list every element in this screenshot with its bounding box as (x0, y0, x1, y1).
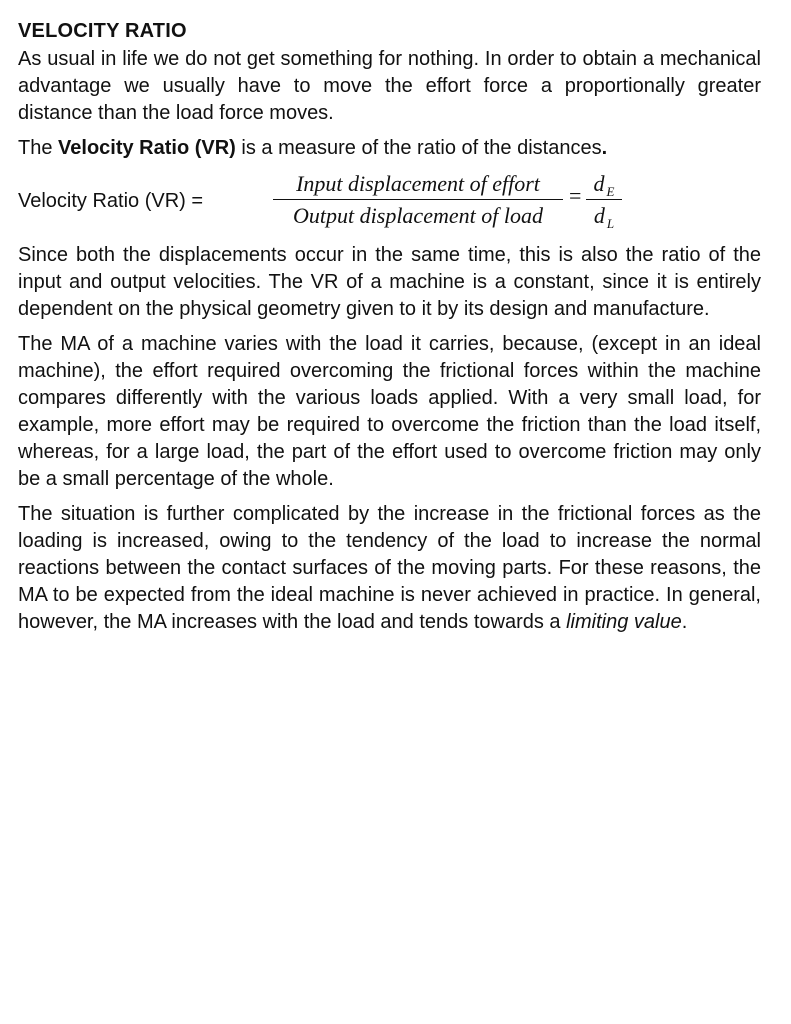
equals-sign: = (569, 183, 582, 208)
symbol-fraction-bar (586, 199, 622, 200)
symbol-fraction (584, 170, 624, 230)
subscript-e: E (606, 184, 615, 199)
vr-definition-paragraph (18, 135, 761, 162)
friction-paragraph-text: The situation is further complicated by the increase in the frictional forces as the loading is increased, owing to the tendency of the load to increase the normal reactions between the contact surfaces of the moving parts. For these reasons, the MA to be expected from the ideal machine is never achieved in practice. In general, however, the MA increases with the load and tends towards a (18, 503, 761, 633)
vr-definition-end: . (601, 137, 608, 159)
fraction-denominator: Output displacement of load (293, 203, 543, 228)
intro-paragraph: As usual in life we do not get something for nothing. In order to obtain a mechanical advantage we usually have to move the effort force a proportionally greater distance than the load force moves. (18, 48, 761, 124)
fraction-bar (273, 199, 563, 200)
vr-definition-middle: is a measure of the ratio of the distances (235, 137, 602, 159)
velocity-ratio-formula (18, 170, 761, 232)
friction-paragraph (18, 501, 761, 636)
d-symbol-top: d (593, 171, 605, 196)
limiting-value-term: limiting value (566, 611, 682, 633)
d-symbol-bottom: d (593, 203, 605, 228)
velocity-paragraph: Since both the displacements occur in the same time, this is also the ratio of the input and output velocities. The VR of a machine is a constant, since it is entirely dependent on the physical geometry given to it by its design and manufacture. (18, 244, 761, 320)
symbol-numerator (584, 170, 624, 198)
fraction-numerator: Input displacement of effort (296, 171, 540, 196)
ma-load-paragraph: The MA of a machine varies with the load it carries, because, (except in an ideal machine), the effort required overcoming the frictional forces within the machine compares differently with the various loads applied. With a very small load, for example, more effort may be required to overcome the friction than the load itself, whereas, for a large load, the part of the effort used to overcome friction may only be a small percentage of the whole. (18, 333, 761, 490)
subscript-l: L (606, 216, 615, 231)
vr-definition-start: The (18, 137, 59, 159)
formula-label: Velocity Ratio (VR) = (18, 190, 204, 212)
displacement-fraction (271, 170, 565, 230)
symbol-denominator (584, 202, 624, 230)
vr-term: Velocity Ratio (VR) (58, 137, 236, 159)
document-page (18, 18, 761, 644)
section-heading: VELOCITY RATIO (18, 20, 187, 42)
friction-paragraph-end: . (681, 611, 688, 633)
